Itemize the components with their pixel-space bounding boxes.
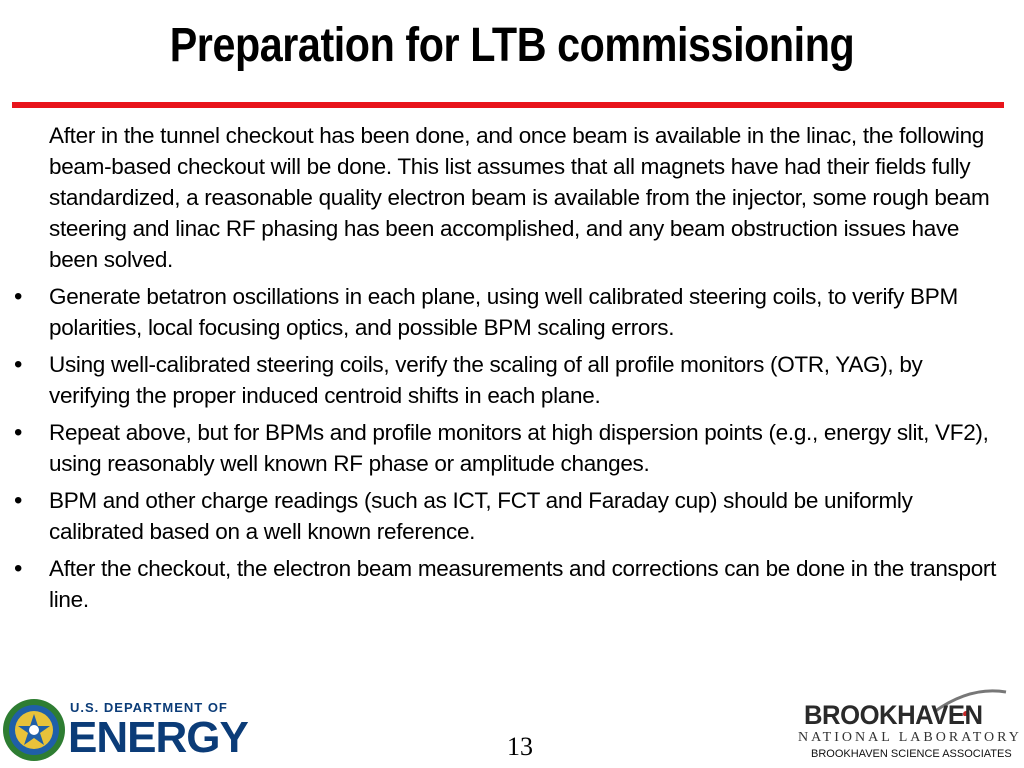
bullet-dot: • [14,283,23,310]
bnl-lab-text: NATIONAL LABORATORY [798,730,1022,745]
bullet-item [14,281,1004,343]
bnl-logo [790,686,1020,766]
bnl-associates-text: BROOKHAVEN SCIENCE ASSOCIATES [811,748,1012,760]
bullet-dot: • [14,419,23,446]
doe-seal-icon [2,698,66,762]
bullet-text: After the checkout, the electron beam measurements and corrections can be done in the transport line. [49,556,997,612]
bullet-item [14,349,1004,411]
bullet-dot: • [14,351,23,378]
doe-department-text: U.S. DEPARTMENT OF [70,700,228,715]
bullet-dot: • [14,487,23,514]
page-number: 13 [507,732,533,761]
bullet-text: Generate betatron oscillations in each plane, using well calibrated steering coils, to verify BPM polarities, local focusing optics, and possible BPM scaling errors. [49,284,958,340]
bullet-text: Repeat above, but for BPMs and profile monitors at high dispersion points (e.g., energy slit, VF2), using reasonably well known RF phase or amplitude changes. [49,420,989,476]
bullet-item [14,417,1004,479]
doe-logo [0,696,260,768]
bullet-text: Using well-calibrated steering coils, verify the scaling of all profile monitors (OTR, YAG), by verifying the proper induced centroid shifts in each plane. [49,352,923,408]
intro-paragraph: After in the tunnel checkout has been done, and once beam is available in the linac, the following beam-based checkout will be done. This list assumes that all magnets have had their fields fully standardized, a reasonable quality electron beam is available from the injector, some rough beam steering and linac RF phasing has been accomplished, and any beam obstruction issues have been solved. [49,123,990,272]
bullet-item [14,485,1004,547]
slide-title: Preparation for LTB commissioning [169,19,855,72]
bullet-dot: • [14,555,23,582]
bnl-name-text: BROOKHAVEN [804,700,983,730]
slide-body [14,120,1004,621]
bullet-text: BPM and other charge readings (such as ICT, FCT and Faraday cup) should be uniformly calibrated based on a well known reference. [49,488,913,544]
title-rule [12,102,1004,108]
doe-energy-text: ENERGY [68,713,248,762]
bullet-item [14,553,1004,615]
